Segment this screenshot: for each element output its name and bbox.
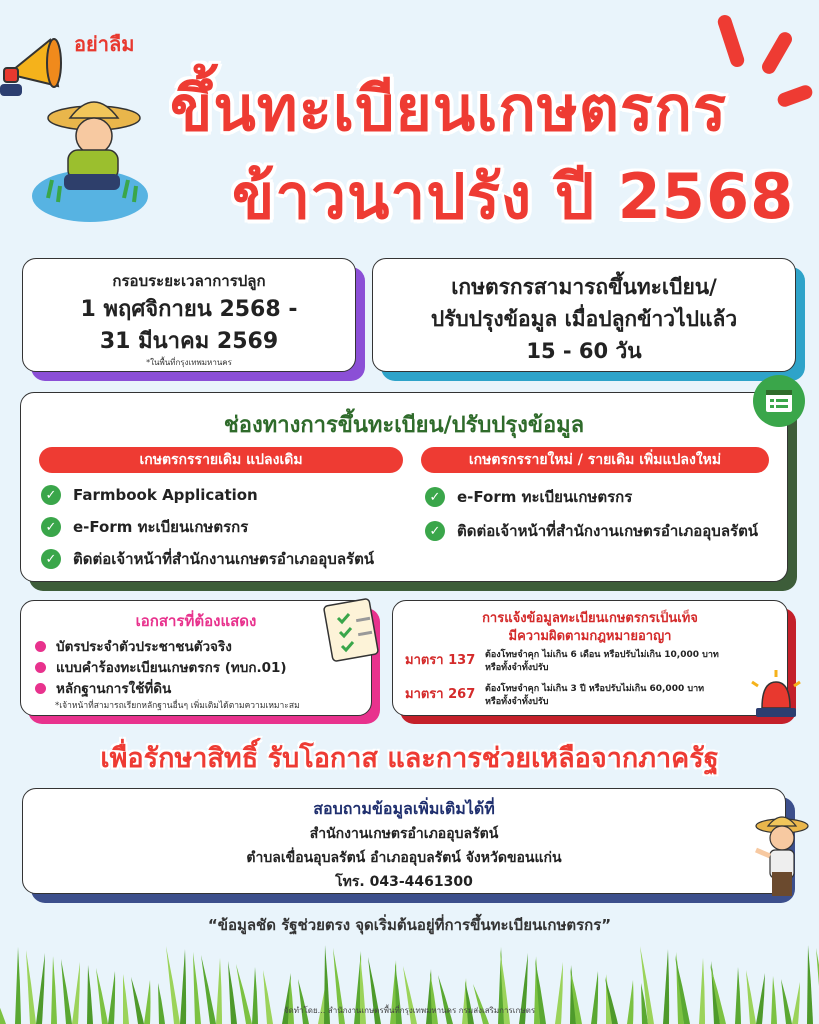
bullet-icon	[35, 683, 46, 694]
registration-window-card	[372, 258, 796, 372]
new-channel-item: ✓ ติดต่อเจ้าหน้าที่สำนักงานเกษตรอำเภออุบลรัตน์	[425, 519, 758, 543]
new-farmer-heading: เกษตรกรรายใหม่ / รายเดิม เพิ่มแปลงใหม่	[421, 447, 769, 473]
contact-phone: โทร. 043-4461300	[335, 874, 473, 890]
planting-period-label: กรอบระยะเวลาการปลูก	[112, 272, 266, 290]
main-title-line2: ข้าวนาปรัง ปี 2568	[232, 160, 795, 233]
closing-quote: “ข้อมูลชัด รัฐช่วยตรง จุดเริ่มต้นอยู่ที่การขึ้นทะเบียนเกษตรกร”	[207, 916, 612, 934]
bullet-icon	[35, 662, 46, 673]
slogan-banner: เพื่อรักษาสิทธิ์ รับโอกาส และการช่วยเหลือจากภาครัฐ	[100, 743, 719, 774]
document-item: หลักฐานการใช้ที่ดิน	[35, 677, 171, 699]
grass-blade	[298, 979, 309, 1024]
channels-title: ช่องทางการขึ้นทะเบียน/ปรับปรุงข้อมูล	[223, 413, 585, 438]
registration-window-line2: ปรับปรุงข้อมูล เมื่อปลูกข้าวไปแล้ว	[430, 307, 738, 331]
law-section-text: ต้องโทษจำคุก ไม่เกิน 6 เดือน หรือปรับไม่เกิน 10,000 บาท หรือทั้งจำทั้งปรับ	[485, 650, 719, 673]
planting-period-start: 1 พฤศจิกายน 2568 -	[80, 297, 298, 322]
contact-title: สอบถามข้อมูลเพิ่มเติมได้ที่	[313, 799, 495, 818]
documents-note: *เจ้าหน้าที่สามารถเรียกหลักฐานอื่นๆ เพิ่มเติมได้ตามความเหมาะสม	[55, 701, 300, 711]
contact-office: สำนักงานเกษตรอำเภออุบลรัตน์	[309, 826, 499, 842]
registration-window-line3: 15 - 60 วัน	[526, 339, 642, 363]
checkmark-icon: ✓	[41, 549, 61, 569]
grass-blade	[627, 980, 634, 1024]
burst-line	[759, 30, 794, 77]
penalty-title-line1: การแจ้งข้อมูลทะเบียนเกษตรกรเป็นเท็จ	[482, 611, 698, 626]
document-item: บัตรประจำตัวประชาชนตัวจริง	[35, 635, 232, 657]
checkmark-icon: ✓	[425, 521, 445, 541]
registration-window-line1: เกษตรกรสามารถขึ้นทะเบียน/	[451, 275, 717, 299]
planting-period-end: 31 มีนาคม 2569	[99, 329, 279, 354]
reminder-label: อย่าลืม	[74, 32, 135, 56]
planting-period-card	[22, 258, 356, 372]
existing-channel-item: ✓ Farmbook Application	[41, 485, 258, 505]
burst-line	[776, 83, 815, 108]
form-document-icon	[752, 374, 806, 428]
grass-blade	[781, 979, 792, 1024]
penalty-title-line2: มีความผิดตามกฎหมายอาญา	[508, 629, 672, 644]
checkmark-icon: ✓	[425, 487, 445, 507]
farmer-planting-illustration	[28, 86, 158, 226]
new-channel-item: ✓ e-Form ทะเบียนเกษตรกร	[425, 485, 632, 509]
farmer-pointing-illustration	[750, 812, 812, 904]
false-information-penalty-card	[392, 600, 788, 716]
grass-blade	[144, 980, 151, 1024]
existing-channel-item: ✓ e-Form ทะเบียนเกษตรกร	[41, 515, 248, 539]
main-title-line1: ขึ้นทะเบียนเกษตรกร	[170, 72, 728, 145]
checklist-clipboard-icon	[318, 596, 388, 666]
documents-title: เอกสารที่ต้องแสดง	[135, 612, 257, 630]
law-section-label: มาตรา 137	[405, 653, 476, 668]
planting-period-note: *ในพื้นที่กรุงเทพมหานคร	[146, 358, 232, 367]
bullet-icon	[35, 641, 46, 652]
siren-alarm-icon	[746, 668, 806, 722]
document-item: แบบคำร้องทะเบียนเกษตรกร (ทบก.01)	[35, 656, 287, 678]
law-section-text: ต้องโทษจำคุก ไม่เกิน 3 ปี หรือปรับไม่เกิน 60,000 บาท หรือทั้งจำทั้งปรับ	[485, 684, 705, 707]
law-section-label: มาตรา 267	[405, 687, 476, 702]
credit-text: จัดทำโดย... สำนักงานเกษตรพื้นที่กรุงเทพมหานคร กรมส่งเสริมการเกษตร	[283, 1006, 536, 1015]
checkmark-icon: ✓	[41, 517, 61, 537]
registration-channels-card	[20, 392, 788, 582]
contact-address: ตำบลเขื่อนอุบลรัตน์ อำเภออุบลรัตน์ จังหวัดขอนแก่น	[246, 850, 562, 866]
checkmark-icon: ✓	[41, 485, 61, 505]
grass-blade	[792, 982, 800, 1024]
existing-channel-item: ✓ ติดต่อเจ้าหน้าที่สำนักงานเกษตรอำเภออุบลรัตน์	[41, 547, 374, 571]
contact-info-card	[22, 788, 786, 894]
existing-farmer-heading: เกษตรกรรายเดิม แปลงเดิม	[39, 447, 403, 473]
